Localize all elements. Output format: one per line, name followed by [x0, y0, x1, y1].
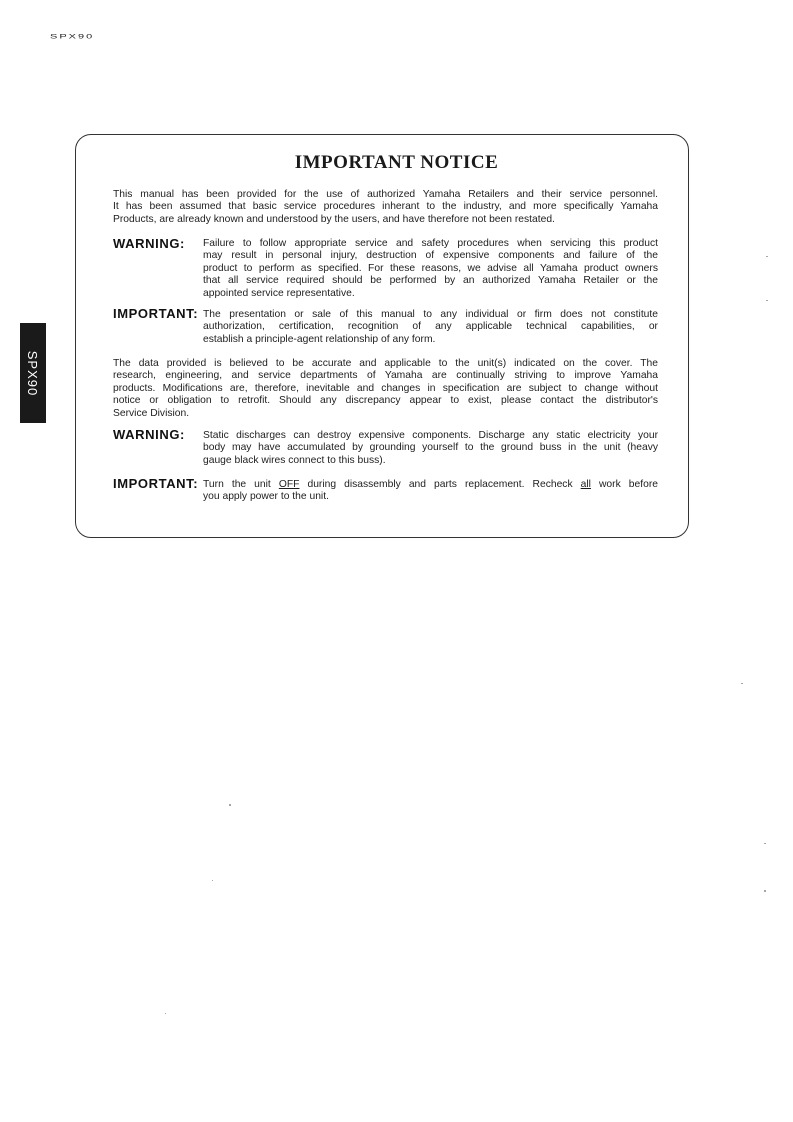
- side-tab-label: SPX90: [25, 350, 41, 396]
- scan-speck: [229, 804, 231, 806]
- notice-title: IMPORTANT NOTICE: [294, 152, 499, 173]
- intro-paragraph: [113, 189, 658, 226]
- text-run: Turn the unit: [203, 479, 279, 490]
- warning-line: appointed service representative.: [203, 287, 355, 299]
- warning-line: that all service required should be performed by an authorized Yamaha Retailer or the: [203, 275, 658, 287]
- scan-speck: [764, 890, 766, 892]
- intro-line: This manual has been provided for the use of authorized Yamaha Retailers and their service personnel.: [113, 189, 658, 200]
- underlined-all: all: [580, 479, 591, 490]
- data-paragraph: [113, 358, 658, 420]
- important-line: [203, 479, 658, 491]
- warning-label: WARNING:: [113, 236, 185, 251]
- data-line: products. Modifications are, therefore, inevitable and changes in specification are subject to change without: [113, 382, 658, 394]
- important-text: [203, 309, 658, 346]
- data-line: The data provided is believed to be accurate and applicable to the unit(s) indicated on the cover. The: [113, 358, 658, 369]
- scan-speck: [165, 1013, 166, 1014]
- warning-line: body may have accumulated by grounding yourself to the ground buss in the unit (heavy: [203, 442, 658, 454]
- intro-line: It has been assumed that basic service procedures inherant to the industry, and more specifically Yamaha: [113, 201, 658, 213]
- scan-speck: [764, 843, 766, 844]
- warning-label: WARNING:: [113, 427, 185, 442]
- intro-line: Products, are already known and understood by the users, and have therefore not been restated.: [113, 213, 555, 225]
- data-line: notice or obligation to retrofit. Should any discrepancy appear to exist, please contact the distributor's: [113, 395, 658, 407]
- important-text: [203, 479, 658, 504]
- warning-line: gauge black wires connect to this buss).: [203, 454, 386, 466]
- text-run: work before: [590, 479, 658, 490]
- scan-speck: [212, 880, 213, 881]
- side-tab: [20, 323, 46, 423]
- warning-text: [203, 238, 658, 300]
- important-label: IMPORTANT:: [113, 306, 199, 321]
- data-line: research, engineering, and service departments of Yamaha are continually striving to improve Yamaha: [113, 370, 658, 382]
- scan-speck: [741, 683, 743, 684]
- important-line: establish a principle-agent relationship of any form.: [203, 333, 436, 345]
- warning-line: Failure to follow appropriate service and safety procedures when servicing this product: [203, 238, 658, 249]
- warning-line: Static discharges can destroy expensive components. Discharge any static electricity your: [203, 430, 658, 441]
- text-run: during disassembly and parts replacement. Recheck: [299, 479, 581, 490]
- important-line: The presentation or sale of this manual to any individual or firm does not constitute: [203, 309, 658, 320]
- important-line: you apply power to the unit.: [203, 491, 329, 503]
- warning-line: product to perform as specified. For these reasons, we advise all Yamaha product owners: [203, 262, 658, 274]
- page-header-mark: SPX90: [50, 33, 95, 39]
- warning-line: may result in personal injury, destruction of expensive components and failure of the: [203, 250, 658, 262]
- warning-text: [203, 430, 658, 467]
- underlined-off: OFF: [278, 479, 300, 490]
- scan-speck: [766, 256, 768, 257]
- scan-speck: [766, 300, 768, 301]
- data-line: Service Division.: [113, 407, 190, 419]
- important-label: IMPORTANT:: [113, 476, 199, 491]
- important-line: authorization, certification, recognition of any applicable technical capabilities, or: [203, 321, 658, 333]
